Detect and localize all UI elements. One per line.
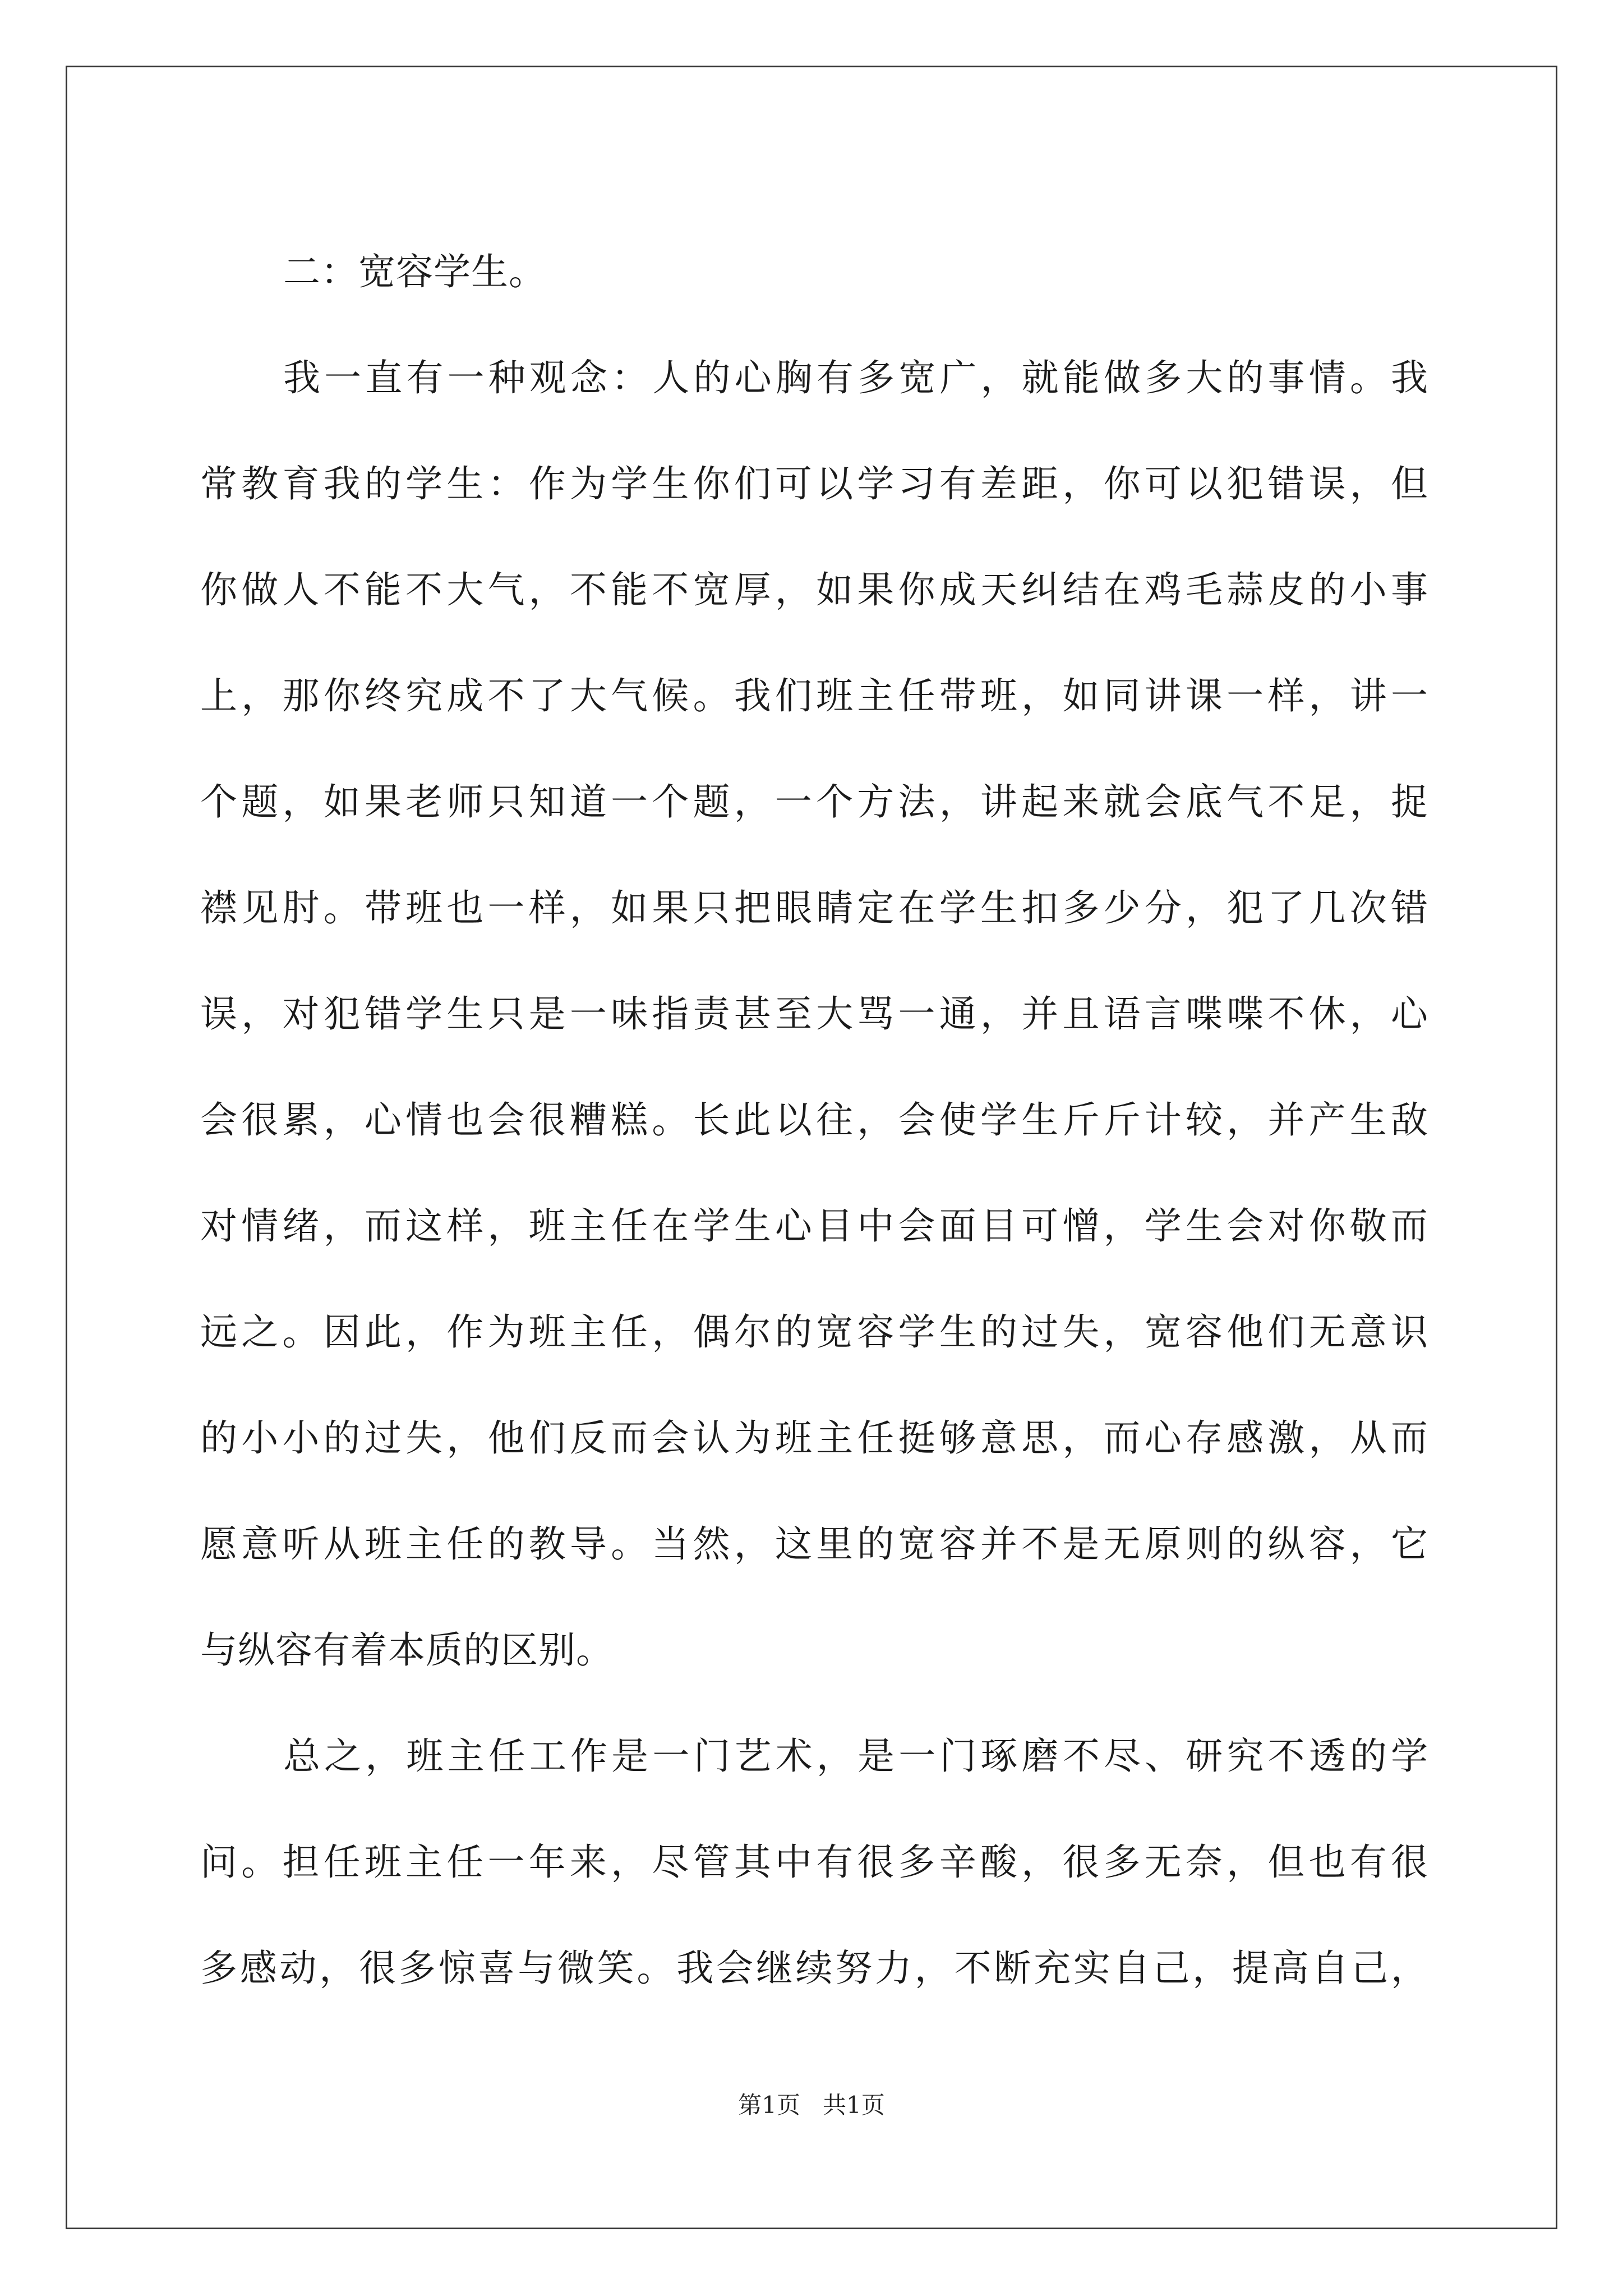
paragraph-line: 远之。因此，作为班主任，偶尔的宽容学生的过失，宽容他们无意识 (200, 1310, 1428, 1354)
paragraph-line: 总之，班主任工作是一门艺术，是一门琢磨不尽、研究不透的学 (283, 1734, 1428, 1778)
paragraph-line: 常教育我的学生：作为学生你们可以学习有差距，你可以犯错误，但 (200, 462, 1428, 505)
page-number-current: 第1页 (738, 2091, 800, 2119)
paragraph-line: 上，那你终究成不了大气候。我们班主任带班，如同讲课一样，讲一 (200, 674, 1428, 717)
paragraph-line: 会很累，心情也会很糟糕。长此以往，会使学生斤斤计较，并产生敌 (200, 1098, 1428, 1142)
paragraph-1 (200, 325, 1428, 1703)
page-number-total: 共1页 (823, 2091, 885, 2119)
paragraph-line: 你做人不能不大气，不能不宽厚，如果你成天纠结在鸡毛蒜皮的小事 (200, 568, 1428, 611)
paragraph-line: 愿意听从班主任的教导。当然，这里的宽容并不是无原则的纵容，它 (200, 1522, 1428, 1566)
paragraph-line: 多感动，很多惊喜与微笑。我会继续努力，不断充实自己，提高自己， (200, 1947, 1428, 1990)
paragraph-line: 问。担任班主任一年来，尽管其中有很多辛酸，很多无奈，但也有很 (200, 1841, 1428, 1884)
paragraph-line: 个题，如果老师只知道一个题，一个方法，讲起来就会底气不足，捉 (200, 780, 1428, 823)
paragraph-line: 的小小的过失，他们反而会认为班主任挺够意思，而心存感激，从而 (200, 1416, 1428, 1460)
paragraph-line: 对情绪，而这样，班主任在学生心目中会面目可憎，学生会对你敬而 (200, 1204, 1428, 1248)
paragraph-line: 襟见肘。带班也一样，如果只把眼睛定在学生扣多少分，犯了几次错 (200, 886, 1428, 930)
paragraph-line: 误，对犯错学生只是一味指责甚至大骂一通，并且语言喋喋不休，心 (200, 992, 1428, 1036)
paragraph-line: 与纵容有着本质的区别。 (200, 1628, 614, 1672)
section-heading: 二：宽容学生。 (283, 250, 546, 293)
document-body (200, 219, 1428, 2021)
paragraph-line: 我一直有一种观念：人的心胸有多宽广，就能做多大的事情。我 (283, 356, 1428, 399)
paragraph-2 (200, 1703, 1428, 2021)
page-footer (0, 2087, 1623, 2120)
